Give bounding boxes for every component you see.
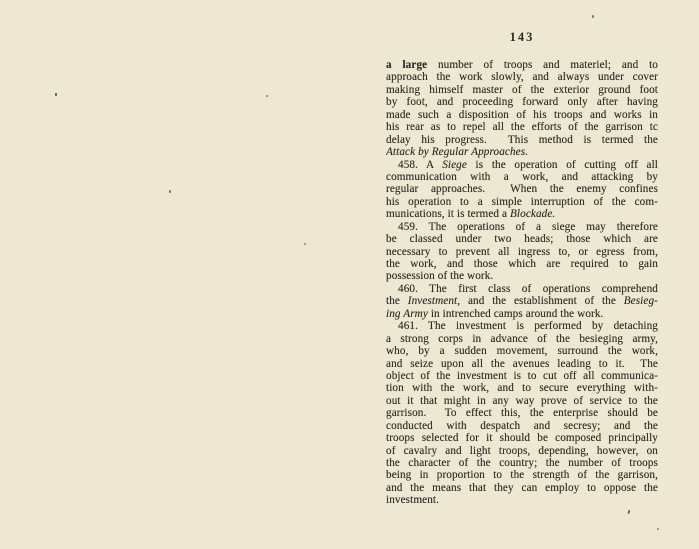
text-line: made such a disposition of his troops and works in <box>386 108 658 121</box>
text-line: munications, it is termed a Blockade. <box>386 208 556 221</box>
dust-speck <box>304 243 306 245</box>
dust-speck <box>169 190 171 193</box>
text-line: making himself master of the exterior ground foot <box>386 83 658 96</box>
text-line: a strong corps in advance of the besieging army, <box>386 332 658 345</box>
text-line: and seize upon all the avenues leading to it. The <box>386 357 658 370</box>
text-line: being in proportion to the strength of the garrison, <box>386 469 658 482</box>
dust-speck <box>628 510 631 514</box>
text-line: communication with a work, and attacking by <box>386 170 658 183</box>
text-line: approach the work slowly, and always under cover <box>386 71 658 84</box>
text-line: who, by a sudden movement, surround the work, <box>386 345 658 358</box>
text-line: the Investment, and the establishment of the Besieg- <box>386 295 658 308</box>
text-line: regular approaches. When the enemy confines <box>386 183 658 196</box>
dust-speck <box>592 15 594 18</box>
text-line: tion with the work, and to secure everything with- <box>386 382 658 395</box>
page-text-block <box>386 59 658 507</box>
page-number: 143 <box>509 30 535 44</box>
dust-speck <box>266 95 268 97</box>
text-line: conducted with despatch and secresy; and the <box>386 419 658 432</box>
text-line: his operation to a simple interruption of the com- <box>386 195 658 208</box>
text-line: 461. The investment is performed by detaching <box>398 320 658 333</box>
text-line: delay his progress. This method is termed the <box>386 133 658 146</box>
text-line: investment. <box>386 494 439 507</box>
text-line: the character of the country; the number of troops <box>386 457 658 469</box>
text-line: garrison. To effect this, the enterprise should be <box>386 407 658 420</box>
text-line: out it that might in any way prove of service to the <box>386 394 658 407</box>
text-line: of cavalry and light troops, depending, however, on <box>386 444 658 457</box>
text-line: troops selected for it should be composed principally <box>386 432 658 445</box>
text-line: by foot, and proceeding forward only after having <box>386 96 658 109</box>
text-line: 459. The operations of a siege may therefore <box>398 220 658 233</box>
text-line: ing Army in intrenched camps around the work. <box>386 307 604 320</box>
text-line: and the means that they can employ to oppose the <box>386 481 658 494</box>
text-line: necessary to prevent all ingress to, or egress from, <box>386 245 658 258</box>
text-line: his rear as to repel all the efforts of the garrison tc <box>386 121 658 134</box>
dust-speck <box>55 93 57 96</box>
text-line: possession of the work. <box>386 270 494 283</box>
text-line: 460. The first class of operations comprehend <box>398 282 658 295</box>
text-line: Attack by Regular Approaches. <box>386 146 529 159</box>
dust-speck <box>657 528 659 530</box>
text-line: 458. A Siege is the operation of cutting off all <box>398 158 658 171</box>
text-line: be classed under two heads; those which are <box>386 233 658 246</box>
text-line: a large number of troops and materiel; and to <box>386 59 658 71</box>
text-line: object of the investment is to cut off all communica- <box>386 369 658 382</box>
text-line: the work, and those which are required to gain <box>386 258 658 270</box>
